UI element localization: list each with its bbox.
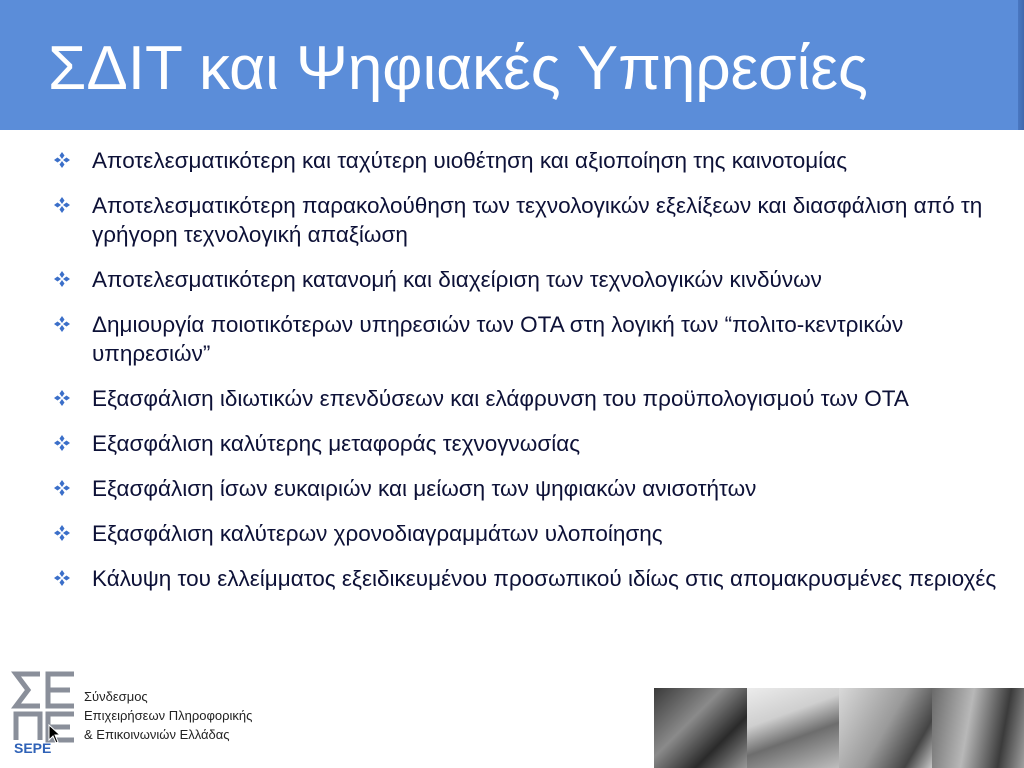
bullet-item (54, 310, 1014, 368)
diamond-bullet-icon (54, 316, 70, 332)
diamond-bullet-icon (54, 480, 70, 496)
org-line: & Επικοινωνιών Ελλάδας (84, 727, 230, 742)
bullet-item (54, 146, 1014, 175)
diamond-bullet-icon (54, 570, 70, 586)
bullet-text: Κάλυψη του ελλείμματος εξειδικευμένου προσωπικού ιδίως στις απομακρυσμένες περιοχές (92, 566, 997, 591)
diamond-bullet-icon (54, 271, 70, 287)
bullet-text: Εξασφάλιση ιδιωτικών επενδύσεων και ελάφρυνση του προϋπολογισμού των ΟΤΑ (92, 386, 909, 411)
bullet-text: Εξασφάλιση καλύτερων χρονοδιαγραμμάτων υλοποίησης (92, 521, 663, 546)
bullet-text: Δημιουργία ποιοτικότερων υπηρεσιών των ΟΤΑ στη λογική των “πολιτο-κεντρικών υπηρεσιών” (92, 312, 904, 366)
bullet-item (54, 429, 1014, 458)
bullet-text: Αποτελεσματικότερη κατανομή και διαχείριση των τεχνολογικών κινδύνων (92, 267, 822, 292)
diamond-bullet-icon (54, 197, 70, 213)
bullet-item (54, 384, 1014, 413)
bullet-item (54, 265, 1014, 294)
diamond-bullet-icon (54, 525, 70, 541)
bullet-text: Εξασφάλιση ίσων ευκαιριών και μείωση των ψηφιακών ανισοτήτων (92, 476, 757, 501)
laptop-user-photo (932, 688, 1024, 768)
org-name (84, 687, 252, 744)
bullet-list (54, 146, 1014, 609)
bullet-item (54, 474, 1014, 503)
diamond-bullet-icon (54, 390, 70, 406)
bullet-text: Αποτελεσματικότερη και ταχύτερη υιοθέτηση και αξιοποίηση της καινοτομίας (92, 148, 848, 173)
org-line: Επιχειρήσεων Πληροφορικής (84, 708, 253, 723)
org-line: Σύνδεσμος (84, 689, 148, 704)
satellite-dish-photo (747, 688, 840, 768)
bullet-item (54, 519, 1014, 548)
logo-label: SEPE (14, 740, 52, 756)
title-bar (0, 0, 1024, 130)
bullet-item (54, 564, 1014, 593)
bullet-item (54, 191, 1014, 249)
mouse-cursor-icon (48, 724, 62, 744)
title-bar-edge (1018, 0, 1024, 130)
technology-photo (654, 688, 747, 768)
slide-title: ΣΔΙΤ και Ψηφιακές Υπηρεσίες (48, 34, 868, 103)
diamond-bullet-icon (54, 152, 70, 168)
bullet-text: Αποτελεσματικότερη παρακολούθηση των τεχνολογικών εξελίξεων και διασφάλιση από τη γρήγορη τεχνολογική απαξίωση (92, 193, 983, 247)
chart-photo (839, 688, 932, 768)
bullet-text: Εξασφάλιση καλύτερης μεταφοράς τεχνογνωσίας (92, 431, 581, 456)
photo-strip (654, 688, 1024, 768)
diamond-bullet-icon (54, 435, 70, 451)
